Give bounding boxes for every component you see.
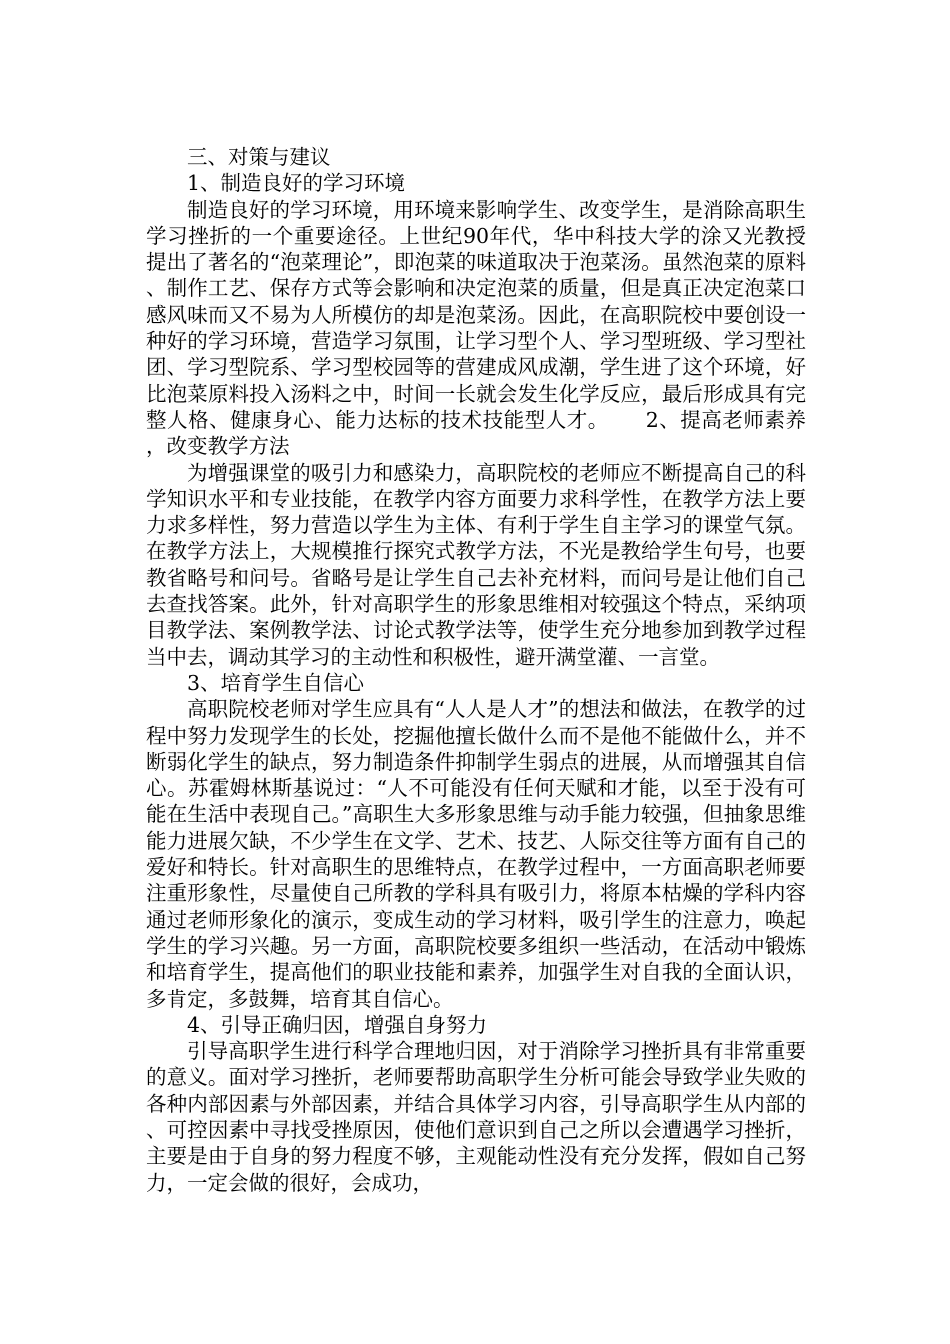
section-title: 三、对策与建议 [187, 145, 331, 169]
heading-3: 3、培育学生自信心 [187, 670, 365, 695]
paragraph-4: 引导高职学生进行科学合理地归因，对于消除学习挫折具有非常重要的意义。面对学习挫折，老师要帮助高职学生分析可能会导致学业失败的各种内部因素与外部因素，并结合具体学习内容，引导高职学生从内部的、可控因素中寻找受挫原因，使他们意识到自己之所以会遭遇学习挫折，主要是由于自身的努力程度不够，主观能动性没有充分发挥，假如自己努力，一定会做的很好，会成功， [146, 1039, 806, 1195]
heading-1: 1、制造良好的学习环境 [187, 171, 406, 196]
paragraph-2: 为增强课堂的吸引力和感染力，高职院校的老师应不断提高自己的科学知识水平和专业技能，在教学内容方面要力求科学性，在教学方法上要力求多样性，努力营造以学生为主体、有利于学生自主学习的课堂气氛。在教学方法上，大规模推行探究式教学方法，不光是教给学生句号，也要教省略号和问号。省略号是让学生自己去补充材料，而问号是让他们自己去查找答案。此外，针对高职学生的形象思维相对较强这个特点，采纳项目教学法、案例教学法、讨论式教学法等，使学生充分地参加到教学过程当中去，调动其学习的主动性和积极性，避开满堂灌、一言堂。 [146, 460, 806, 669]
document-page [146, 144, 806, 1196]
paragraph-3: 高职院校老师对学生应具有“人人是人才”的想法和做法，在教学的过程中努力发现学生的长处，挖掘他擅长做什么而不是他不能做什么，并不断弱化学生的缺点，努力制造条件抑制学生弱点的进展，从而增强其自信心。苏霍姆林斯基说过：“人不可能没有任何天赋和才能，以至于没有可能在生活中表现自己。”高职生大多形象思维与动手能力较强，但抽象思维能力进展欠缺，不少学生在文学、艺术、技艺、人际交往等方面有自己的爱好和特长。针对高职生的思维特点，在教学过程中，一方面高职老师要注重形象性，尽量使自己所教的学科具有吸引力，将原本枯燥的学科内容通过老师形象化的演示，变成生动的学习材料，吸引学生的注意力，唤起学生的学习兴趣。另一方面，高职院校要多组织一些活动，在活动中锻炼和培育学生，提高他们的职业技能和素养，加强学生对自我的全面认识，多肯定，多鼓舞，培育其自信心。 [146, 697, 806, 1011]
paragraph-1-text: 制造良好的学习环境，用环境来影响学生、改变学生，是消除高职生学习挫折的一个重要途径。上世纪90年代，华中科技大学的涂又光教授提出了著名的“泡菜理论”，即泡菜的味道取决于泡菜汤。虽然泡菜的原料、制作工艺、保存方式等会影响和决定泡菜的质量，但是真正决定泡菜口感风味而又不易为人所模仿的却是泡菜汤。因此，在高职院校中要创设一种好的学习环境，营造学习氛围，让学习型个人、学习型班级、学习型社团、学习型院系、学习型校园等的营建成风成潮，学生进了这个环境，好比泡菜原料投入汤料之中，时间一长就会发生化学反应，最后形成具有完整人格、健康身心、能力达标的技术技能型人才。 [146, 197, 806, 432]
paragraph-1 [146, 197, 806, 460]
heading-2: 2、提高老师素养，改变教学方法 [146, 407, 807, 459]
heading-4: 4、引导正确归因，增强自身努力 [187, 1012, 488, 1037]
